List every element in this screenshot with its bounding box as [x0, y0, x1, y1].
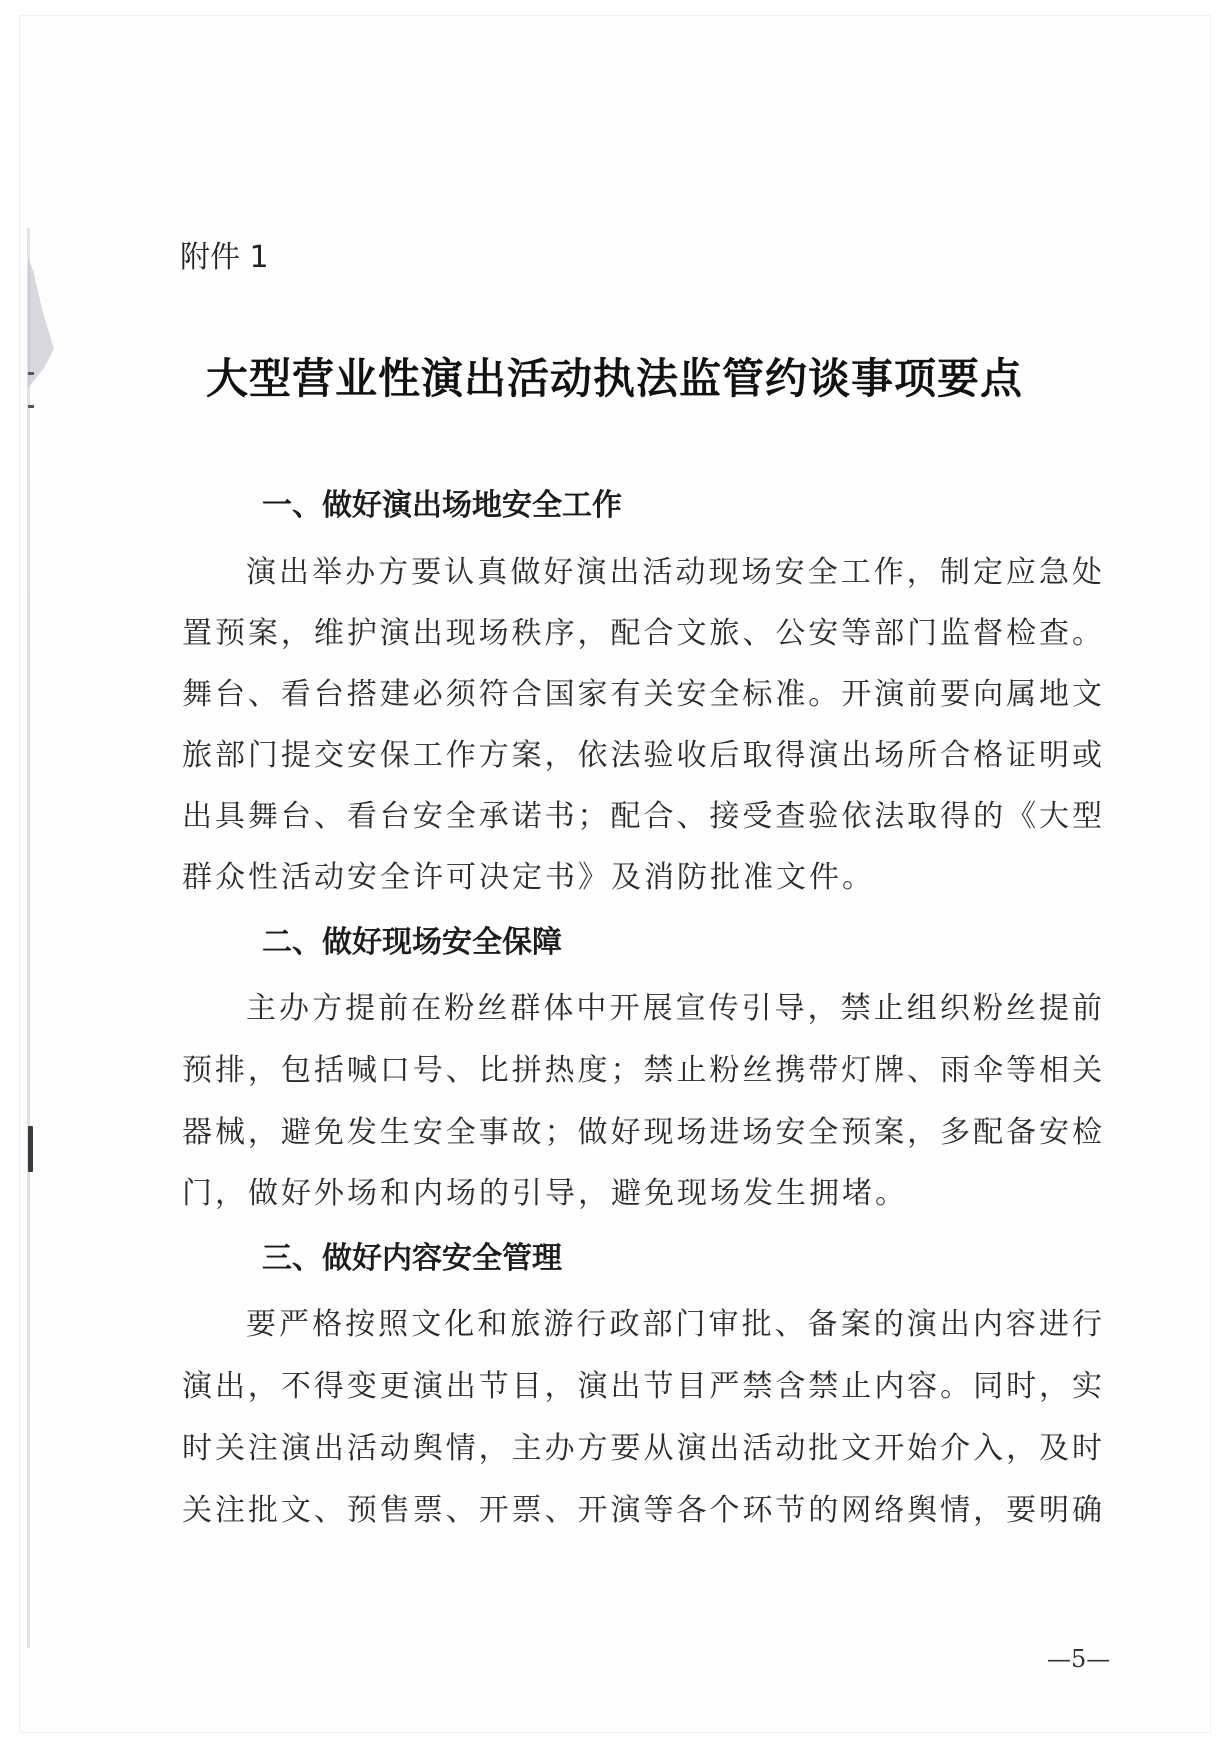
body-line: 器械，避免发生安全事故；做好现场进场安全预案，多配备安检 — [182, 1115, 1102, 1150]
body-line: 演出，不得变更演出节目，演出节目严禁含禁止内容。同时，实 — [182, 1369, 1102, 1404]
body-line: 旅部门提交安保工作方案，依法验收后取得演出场所合格证明或 — [182, 738, 1102, 773]
body-line: 时关注演出活动舆情，主办方要从演出活动批文开始介入，及时 — [182, 1431, 1102, 1466]
body-line: 主办方提前在粉丝群体中开展宣传引导，禁止组织粉丝提前 — [246, 991, 1102, 1026]
page-number: —5— — [1047, 1645, 1111, 1673]
body-line: 演出举办方要认真做好演出活动现场安全工作，制定应急处 — [246, 555, 1102, 590]
document-title: 大型营业性演出活动执法监管约谈事项要点 — [205, 354, 1023, 403]
section-heading-3: 三、做好内容安全管理 — [262, 1241, 562, 1276]
body-line: 舞台、看台搭建必须符合国家有关安全标准。开演前要向属地文 — [182, 677, 1102, 712]
attachment-label: 附件 1 — [180, 240, 269, 275]
body-line: 要严格按照文化和旅游行政部门审批、备案的演出内容进行 — [246, 1307, 1102, 1342]
body-line: 群众性活动安全许可决定书》及消防批准文件。 — [182, 860, 875, 895]
section-heading-1: 一、做好演出场地安全工作 — [262, 488, 622, 523]
scan-edge-artifact — [27, 228, 30, 1648]
body-line: 门，做好外场和内场的引导，避免现场发生拥堵。 — [182, 1176, 908, 1211]
body-line: 关注批文、预售票、开票、开演等各个环节的网络舆情，要明确 — [182, 1493, 1102, 1528]
body-line: 置预案，维护演出现场秩序，配合文旅、公安等部门监督检查。 — [182, 616, 1102, 651]
body-line: 出具舞台、看台安全承诺书；配合、接受查验依法取得的《大型 — [182, 799, 1102, 834]
section-heading-2: 二、做好现场安全保障 — [262, 925, 562, 960]
scan-binding-mark — [28, 1126, 33, 1172]
body-line: 预排，包括喊口号、比拼热度；禁止粉丝携带灯牌、雨伞等相关 — [182, 1053, 1102, 1088]
